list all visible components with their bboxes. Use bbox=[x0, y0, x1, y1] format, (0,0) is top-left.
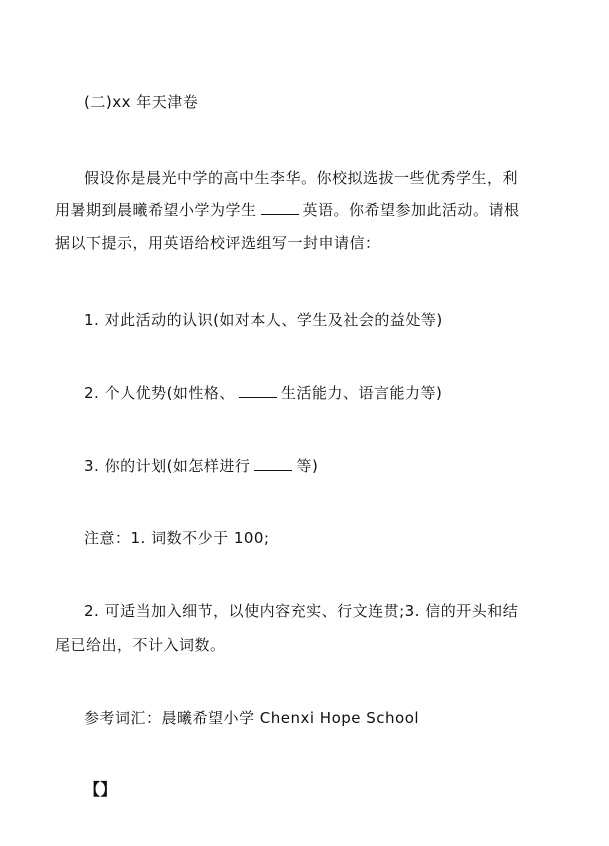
fill-in-blank bbox=[239, 383, 277, 398]
note-2-line-2: 尾已给出，不计入词数。 bbox=[55, 636, 226, 654]
point-2-end: 生活能力、语言能力等) bbox=[280, 384, 443, 402]
prompt-line-3: 据以下提示，用英语给校评选组写一封申请信： bbox=[55, 234, 381, 252]
note-1: 注意：1. 词数不少于 100; bbox=[84, 529, 270, 547]
prompt-line-2-end: 英语。你希望参加此活动。请根 bbox=[302, 201, 520, 219]
point-3-start: 3. 你的计划(如怎样进行 bbox=[84, 457, 251, 475]
note-2-line-1: 2. 可适当加入细节，以使内容充实、行文连贯;3. 信的开头和结 bbox=[84, 602, 519, 620]
point-2-start: 2. 个人优势(如性格、 bbox=[84, 384, 235, 402]
prompt-line-2 bbox=[55, 200, 520, 220]
prompt-line-2-start: 用暑期到晨曦希望小学为学生 bbox=[55, 201, 257, 219]
prompt-line-1: 假设你是晨光中学的高中生李华。你校拟选拔一些优秀学生，利 bbox=[84, 169, 519, 187]
fill-in-blank bbox=[261, 200, 299, 215]
point-3 bbox=[84, 456, 318, 476]
point-2 bbox=[84, 383, 442, 403]
fill-in-blank bbox=[254, 456, 292, 471]
reference-vocabulary: 参考词汇：晨曦希望小学 Chenxi Hope School bbox=[84, 709, 420, 727]
point-3-end: 等) bbox=[296, 457, 319, 475]
point-1: 1. 对此活动的认识(如对本人、学生及社会的益处等) bbox=[84, 311, 443, 329]
section-title: (二)xx 年天津卷 bbox=[84, 93, 199, 111]
answer-bracket: 【】 bbox=[84, 780, 118, 799]
